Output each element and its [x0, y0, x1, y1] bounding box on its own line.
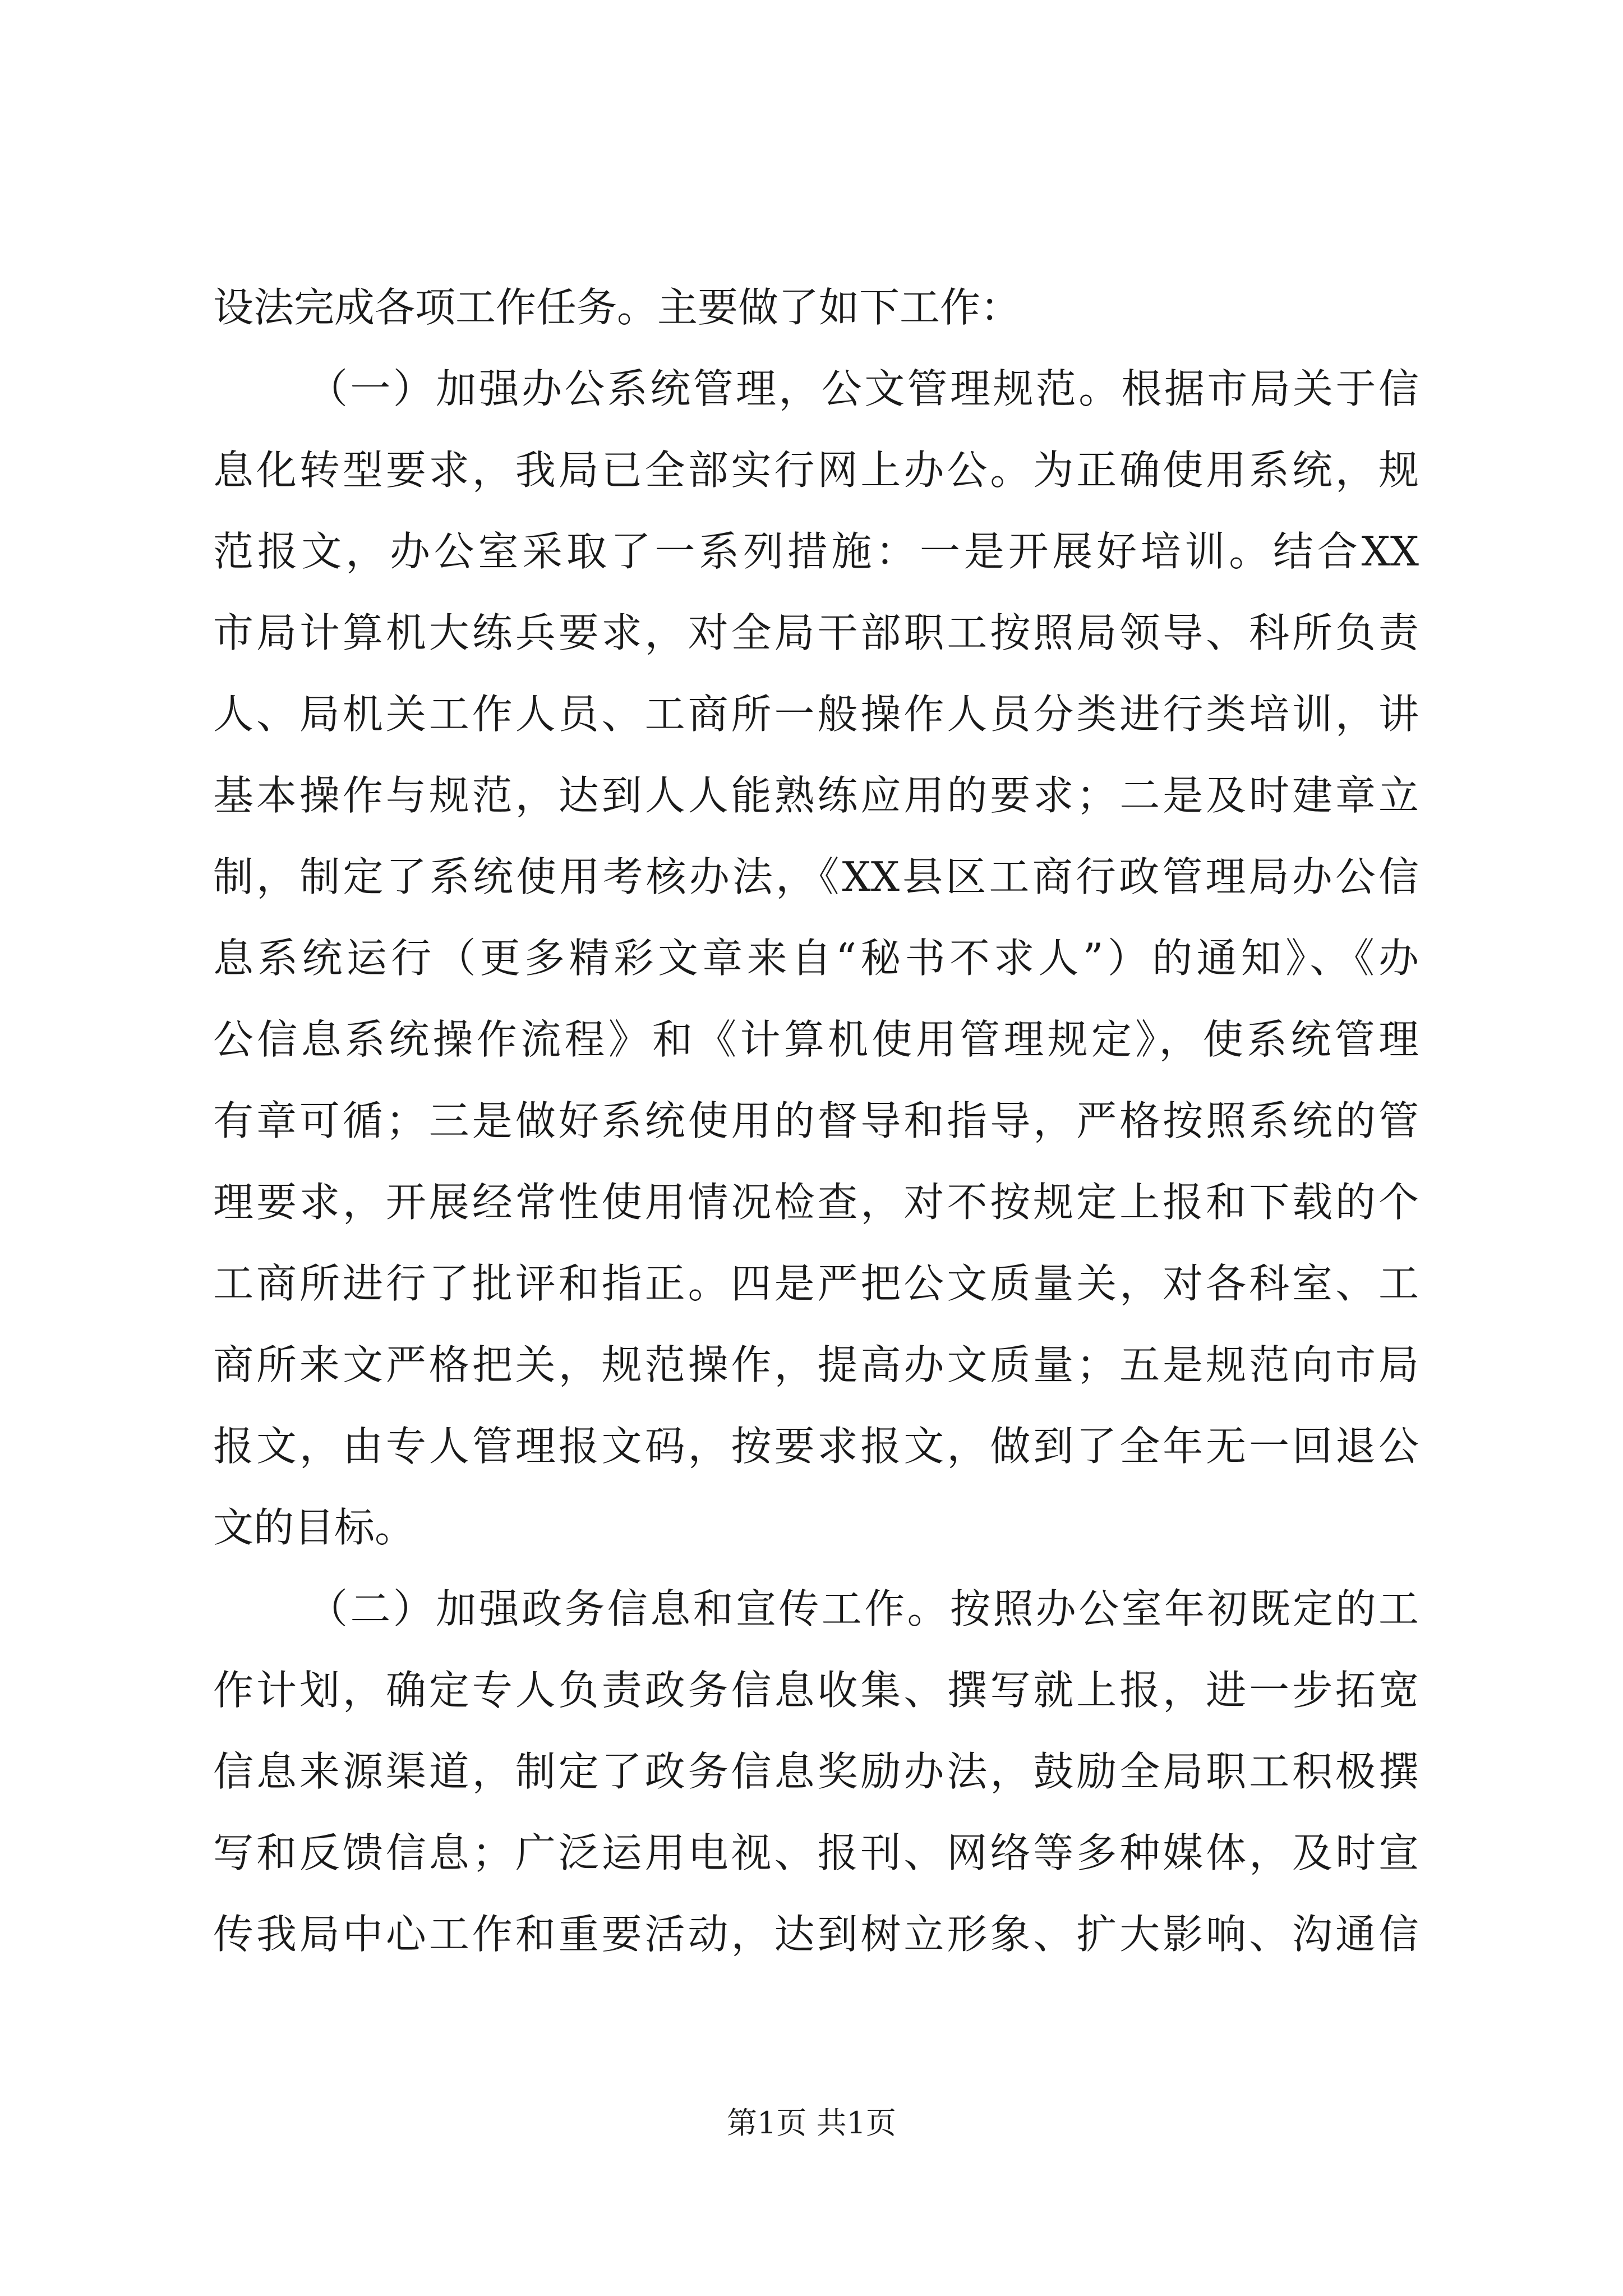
text-line: 工商所进行了批评和指正。四是严把公文质量关，对各科室、工	[213, 1260, 1419, 1307]
text-line: 范报文，办公室采取了一系列措施：一是开展好培训。结合XX	[213, 528, 1419, 575]
text-line: 息化转型要求，我局已全部实行网上办公。为正确使用系统，规	[213, 447, 1419, 494]
text-line: 息系统运行（更多精彩文章来自“秘书不求人”）的通知》、《办	[213, 935, 1419, 982]
section-heading-line: （一）加强办公系统管理，公文管理规范。根据市局关于信	[307, 365, 1419, 412]
text-line: 文的目标。	[213, 1504, 416, 1551]
text-line: 信息来源渠道，制定了政务信息奖励办法，鼓励全局职工积极撰	[213, 1748, 1419, 1795]
text-line: 商所来文严格把关，规范操作，提高办文质量；五是规范向市局	[213, 1341, 1419, 1388]
text-line: 制，制定了系统使用考核办法，《XX县区工商行政管理局办公信	[213, 853, 1419, 900]
text-line: 人、局机关工作人员、工商所一般操作人员分类进行类培训，讲	[213, 691, 1419, 738]
text-line: 理要求，开展经常性使用情况检查，对不按规定上报和下载的个	[213, 1179, 1419, 1226]
text-line: 市局计算机大练兵要求，对全局干部职工按照局领导、科所负责	[213, 609, 1419, 656]
text-line: 公信息系统操作流程》和《计算机使用管理规定》，使系统管理	[213, 1016, 1419, 1063]
text-line: 写和反馈信息；广泛运用电视、报刊、网络等多种媒体，及时宣	[213, 1829, 1419, 1876]
text-line: 基本操作与规范，达到人人能熟练应用的要求；二是及时建章立	[213, 772, 1419, 819]
text-line: 报文，由专人管理报文码，按要求报文，做到了全年无一回退公	[213, 1423, 1419, 1470]
text-line: 设法完成各项工作任务。主要做了如下工作：	[213, 284, 1021, 331]
text-line: 有章可循；三是做好系统使用的督导和指导，严格按照系统的管	[213, 1097, 1419, 1144]
text-line: 作计划，确定专人负责政务信息收集、撰写就上报，进一步拓宽	[213, 1667, 1419, 1714]
section-heading-line: （二）加强政务信息和宣传工作。按照办公室年初既定的工	[307, 1585, 1419, 1632]
page-number-footer: 第1页 共1页	[727, 2105, 896, 2141]
text-line: 传我局中心工作和重要活动，达到树立形象、扩大影响、沟通信	[213, 1911, 1419, 1958]
